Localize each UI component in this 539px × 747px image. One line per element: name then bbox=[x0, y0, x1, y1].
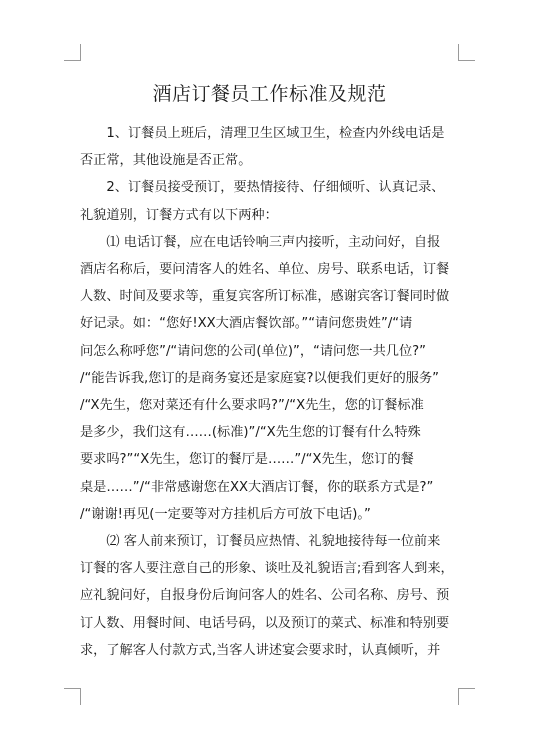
paragraph-line: 桌是……”/“非常感谢您在XX大酒店订餐，你的联系方式是?” bbox=[80, 479, 434, 495]
paragraph-2 bbox=[80, 174, 460, 228]
paragraph-line: 求，了解客人付款方式,当客人讲述宴会要求时，认真倾听，并 bbox=[80, 642, 441, 658]
paragraph-line: 1、订餐员上班后，清理卫生区域卫生，检查内外线电话是 bbox=[106, 126, 445, 141]
paragraph-line: 订餐的客人要注意自己的形象、谈吐及礼貌语言;看到客人到来， bbox=[80, 561, 454, 577]
paragraph-line: /“X先生，您对菜还有什么要求吗?”/“X先生，您的订餐标准 bbox=[80, 398, 424, 414]
paragraph-line: 人数、时间及要求等，重复宾客所订标准，感谢宾客订餐同时做 bbox=[80, 289, 450, 305]
paragraph-line: 应礼貌问好，自报身份后询问客人的姓名、公司名称、房号、预 bbox=[80, 588, 450, 604]
paragraph-line: 否正常，其他设施是否正常。 bbox=[80, 153, 252, 169]
paragraph-line: 酒店名称后，要问清客人的姓名、单位、房号、联系电话，订餐 bbox=[80, 262, 450, 278]
crop-mark-top-right bbox=[458, 44, 475, 61]
paragraph-line: ⑵ 客人前来预订，订餐员应热情、礼貌地接待每一位前来 bbox=[106, 534, 441, 550]
document-title: 酒店订餐员工作标准及规范 bbox=[152, 83, 387, 105]
paragraph-4 bbox=[80, 528, 460, 664]
paragraph-line: /“谢谢!再见(一定要等对方挂机后方可放下电话)。” bbox=[80, 506, 371, 522]
paragraph-line: 2、订餐员接受预订，要热情接待、仔细倾听、认真记录、 bbox=[106, 180, 445, 196]
paragraph-line: 是多少，我们这有……(标准)”/“X先生您的订餐有什么特殊 bbox=[80, 425, 421, 441]
crop-mark-bottom-right bbox=[458, 688, 475, 705]
document-body bbox=[80, 120, 460, 664]
paragraph-1 bbox=[80, 120, 460, 174]
paragraph-line: 好记录。如：“您好!XX大酒店餐饮部。”“请问您贵姓”/“请 bbox=[80, 316, 413, 332]
paragraph-line: 要求吗?”“X先生，您订的餐厅是……”/“X先生，您订的餐 bbox=[80, 452, 414, 468]
paragraph-line: 订人数、用餐时间、电话号码，以及预订的菜式、标准和特别要 bbox=[80, 615, 450, 631]
paragraph-3 bbox=[80, 229, 460, 528]
paragraph-line: 问怎么称呼您”/“请问您的公司(单位)”，“请问您一共几位?” bbox=[80, 343, 427, 359]
crop-mark-bottom-left bbox=[64, 688, 81, 705]
paragraph-line: ⑴ 电话订餐，应在电话铃响三声内接听，主动问好，自报 bbox=[106, 234, 441, 250]
paragraph-line: 礼貌道别，订餐方式有以下两种： bbox=[80, 207, 278, 223]
paragraph-line: /“能告诉我,您订的是商务宴还是家庭宴?以便我们更好的服务” bbox=[80, 370, 439, 386]
crop-mark-top-left bbox=[64, 44, 81, 61]
